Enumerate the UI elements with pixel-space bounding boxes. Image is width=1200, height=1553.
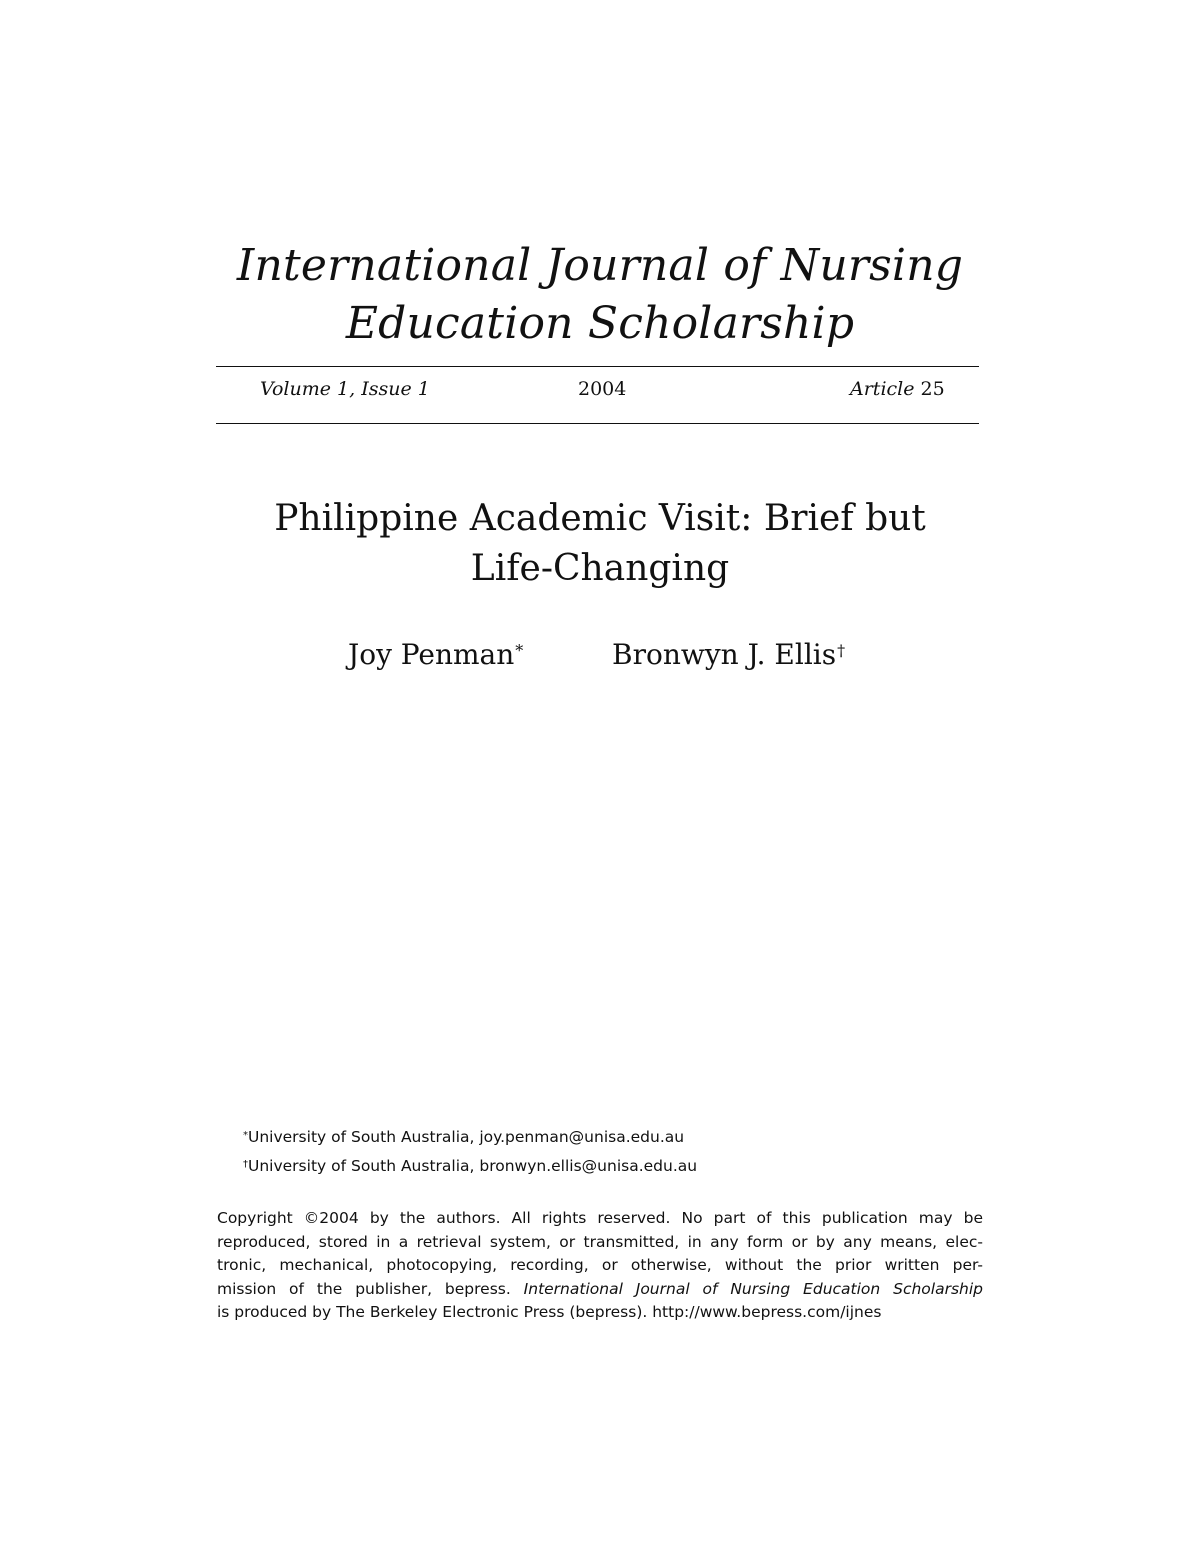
copyright-line-4 [217, 1278, 983, 1302]
author-2-mark: † [837, 641, 846, 660]
publication-year: 2004 [578, 378, 627, 400]
copyright-journal-name: International Journal of Nursing Education Scholarship [523, 1279, 983, 1298]
copyright-line-1: Copyright ©2004 by the authors. All rights reserved. No part of this publication may be [217, 1209, 983, 1227]
footnote-1-mark: * [243, 1130, 248, 1141]
footnote-2 [243, 1155, 697, 1177]
header-rule-bottom [216, 423, 979, 424]
author-1-mark: * [515, 641, 524, 660]
volume-issue: Volume 1, Issue 1 [260, 378, 430, 400]
copyright-line-5: is produced by The Berkeley Electronic Press (bepress). http://www.bepress.com/ijnes [217, 1303, 882, 1321]
article-title-line-2: Life-Changing [470, 548, 730, 589]
article-number [850, 376, 945, 402]
copyright-line-3: tronic, mechanical, photocopying, recording, or otherwise, without the prior written per- [217, 1256, 983, 1274]
journal-title-line-2: Education Scholarship [345, 298, 855, 349]
footnote-2-mark: † [243, 1159, 248, 1170]
journal-title-line-1: International Journal of Nursing [236, 240, 964, 291]
article-label: Article [850, 378, 915, 400]
copyright-notice [217, 1207, 983, 1325]
article-number-value: 25 [920, 378, 945, 400]
header-rule-top [216, 366, 979, 367]
author-2 [612, 636, 845, 674]
author-1-name: Joy Penman [348, 638, 515, 671]
footnote-2-text: University of South Australia, bronwyn.ellis@unisa.edu.au [248, 1157, 698, 1175]
copyright-line-4-prefix: mission of the publisher, bepress. [217, 1279, 524, 1298]
author-2-name: Bronwyn J. Ellis [612, 638, 837, 671]
article-title-line-1: Philippine Academic Visit: Brief but [274, 498, 926, 539]
footnote-1 [243, 1126, 684, 1148]
author-1 [348, 636, 523, 674]
copyright-line-2: reproduced, stored in a retrieval system, or transmitted, in any form or by any means, elec- [217, 1232, 983, 1251]
footnote-1-text: University of South Australia, joy.penman@unisa.edu.au [248, 1128, 685, 1146]
